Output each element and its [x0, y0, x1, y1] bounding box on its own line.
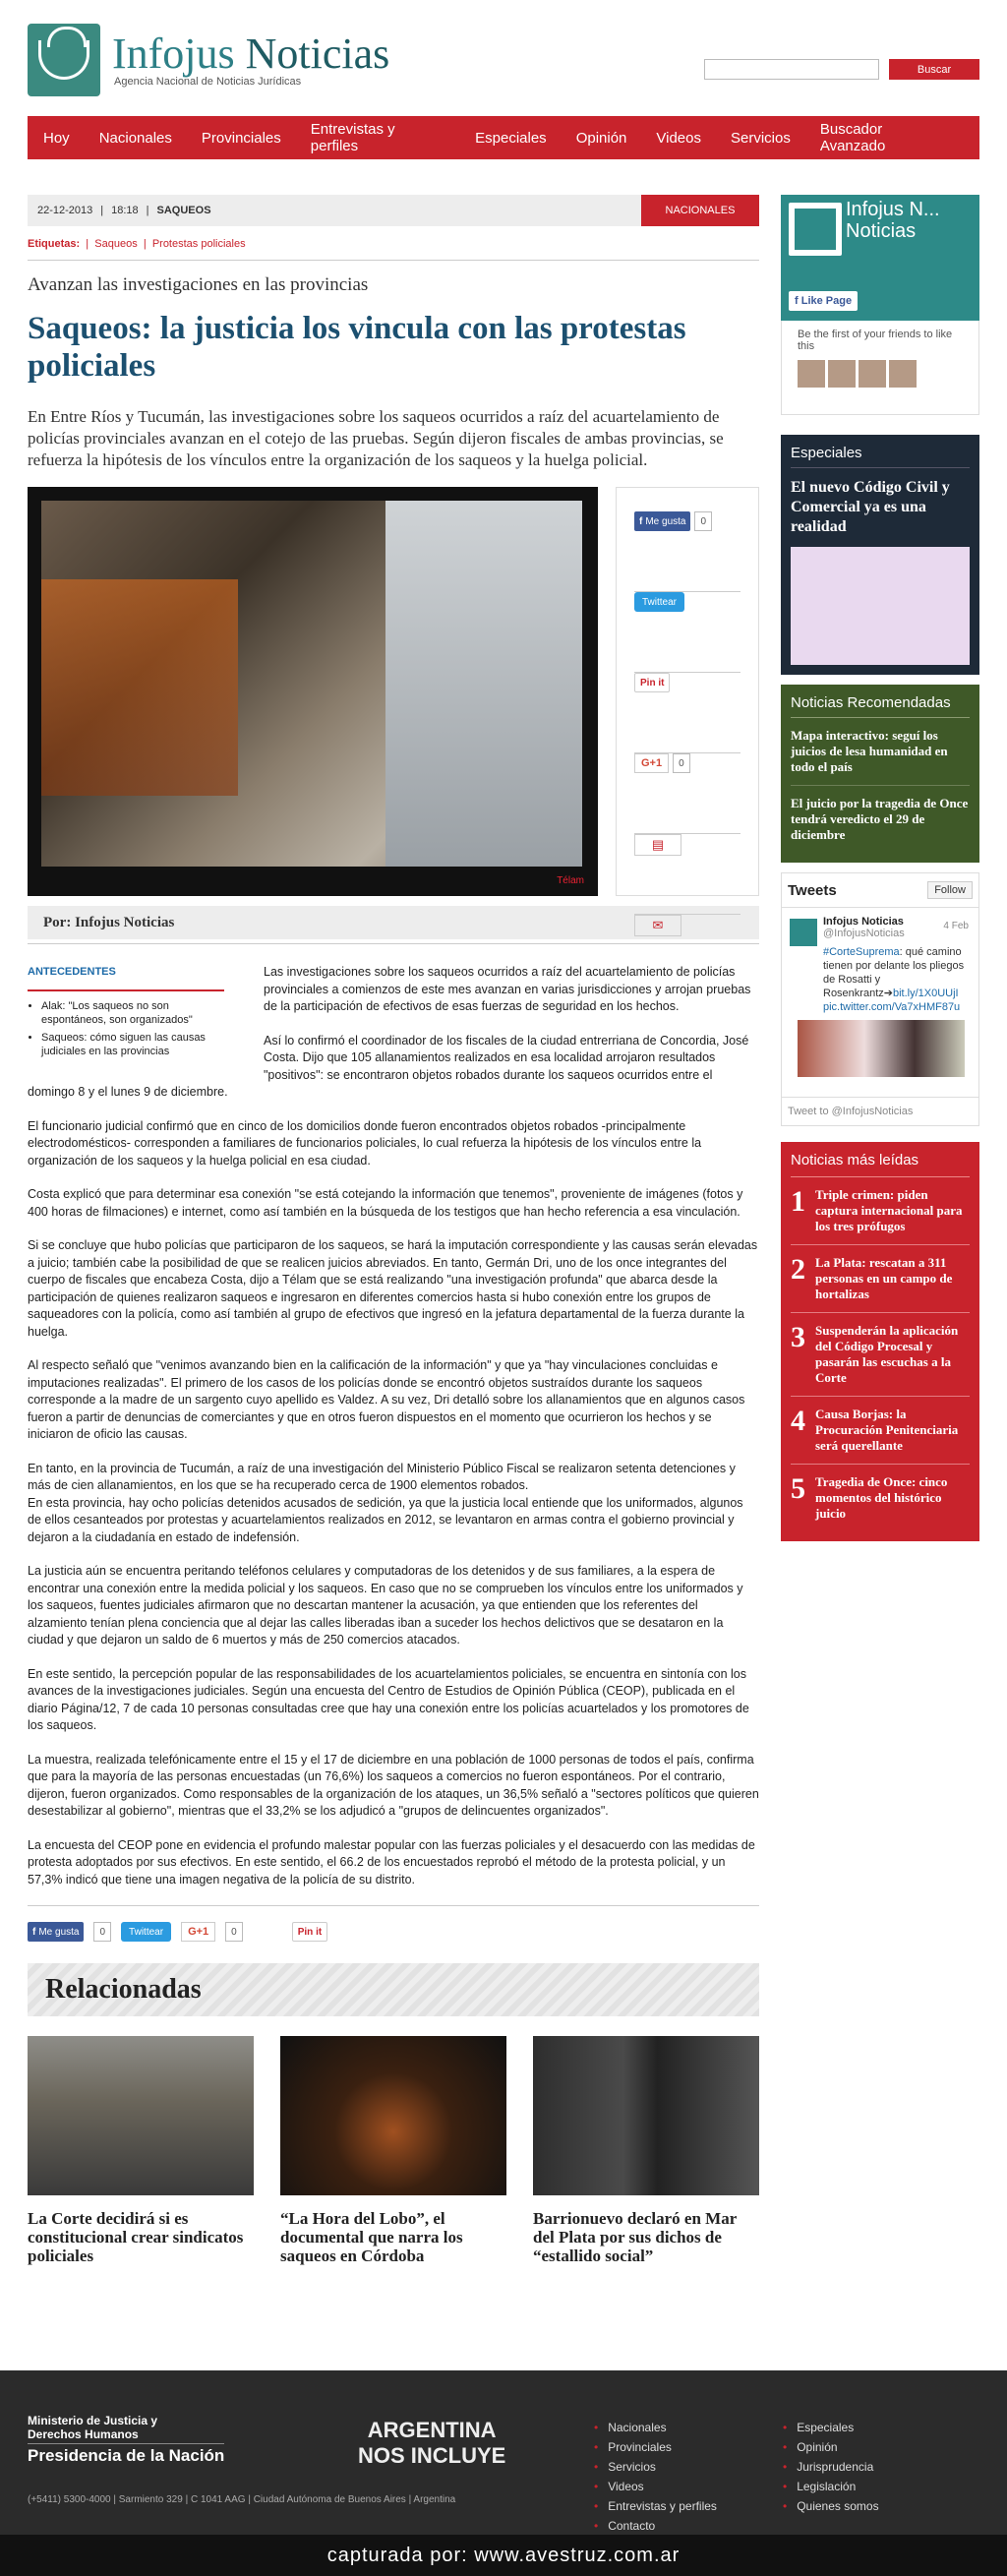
- nav-item[interactable]: Especiales: [475, 129, 547, 147]
- footer-link[interactable]: • Nacionales: [594, 2418, 717, 2437]
- article-paragraph: La justicia aún se encuentra peritando teléfonos celulares y computadoras de los detenidos y de sus familiares, a la espera de encontrar una conexión entre la medida policial y los saqueos. En caso que no se comprueben los vínculos entre los uniformados y los saqueos, fuentes judiciales afirmaron que no descartan mantener la acusación, ya que entienden que los referentes del alzamiento tenían plena conciencia que al dejar las calles liberadas iban a suceder los hechos delictivos que se desataron en la ciudad y que dejaron un saldo de 6 muertos y más de 250 comercios atacados.: [28, 1564, 743, 1647]
- friend-avatars: [798, 360, 963, 388]
- tweet-button[interactable]: Twittear: [121, 1922, 171, 1942]
- avatar[interactable]: [798, 360, 825, 388]
- site-footer: [0, 2370, 1007, 2576]
- article-lead: En Entre Ríos y Tucumán, las investigaciones sobre los saqueos ocurridos a raíz del acuartelamiento de policías provinciales avanzan en el cotejo de las pruebas. Según dijeron fiscales de ambas provincias, se refuerza la hipótesis de los vínculos entre la organización de los saqueos y la huelga policial.: [28, 407, 724, 469]
- photo-looted-store: [41, 501, 582, 867]
- category-badge[interactable]: NACIONALES: [641, 195, 759, 226]
- facebook-page-widget: [781, 195, 979, 321]
- byline: Por: Infojus Noticias: [28, 906, 759, 939]
- hashtag-link[interactable]: #CorteSuprema: [823, 946, 900, 958]
- nav-item[interactable]: Buscador Avanzado: [819, 121, 886, 154]
- most-read-title[interactable]: Tragedia de Once: cinco momentos del histórico juicio: [815, 1474, 948, 1521]
- photo-credit: Télam: [557, 875, 584, 886]
- antecedente-link[interactable]: • Alak: "Los saqueos no son espontáneos, son organizados": [41, 999, 224, 1027]
- gplus-count: 0: [673, 753, 690, 773]
- article-paragraph: Las investigaciones sobre los saqueos ocurridos a raíz del acuartelamiento de policías provinciales a comienzos de este mes avanzan en varias jurisdicciones y arrojan pruebas de la participación de efectivos de esas fuerzas de seguridad en los hechos.: [264, 965, 751, 1013]
- tweet-to[interactable]: Tweet to @InfojusNoticias: [782, 1097, 978, 1125]
- search-form: [704, 59, 979, 80]
- especiales-box: [781, 435, 979, 675]
- nav-item[interactable]: Servicios: [730, 129, 791, 147]
- facebook-count: 0: [694, 511, 712, 531]
- recommended-title: Noticias Recomendadas: [791, 694, 970, 718]
- tweet-author[interactable]: Infojus Noticias: [823, 916, 904, 928]
- gplus-count: 0: [225, 1922, 243, 1942]
- article-body: [28, 964, 759, 1888]
- main-nav: [28, 116, 979, 159]
- footer-links-a: [594, 2418, 717, 2536]
- footer-links-b: [783, 2418, 879, 2516]
- page-logo: [789, 203, 842, 256]
- tags-label: Etiquetas:: [28, 238, 81, 250]
- most-read-item[interactable]: [791, 1397, 970, 1465]
- logo-subtitle: Agencia Nacional de Noticias Jurídicas: [114, 76, 302, 88]
- avatar[interactable]: [859, 360, 886, 388]
- most-read-title[interactable]: Triple crimen: piden captura internacional para los tres prófugos: [815, 1187, 963, 1233]
- nav-item[interactable]: Opinión: [575, 129, 627, 147]
- most-read-title: Noticias más leídas: [791, 1152, 970, 1177]
- footer-link[interactable]: • Especiales: [783, 2418, 879, 2437]
- nav-item[interactable]: Hoy: [43, 129, 70, 147]
- twitter-widget: [781, 872, 979, 1126]
- antecedentes-box: [28, 964, 224, 1062]
- article-paragraph: Si se concluye que hubo policías que participaron de los saqueos, se hará la imputación correspondiente y las causas serán elevadas a juicio; también cabe la posibilidad de que se realicen juicios abreviados. En tanto, Germán Dri, uno de los once integrantes del cuerpo de fiscales que encabeza Costa, dijo a Télam que se está realizando "una investigación profunda" que abarca desde la participación de quienes realizaron saqueos e ingresaron en diferentes comercios hasta si hubo conexión entre los grupos de saqueadores con la policía, como así también al grupo de efectivos que ingresó en la jefatura departamental de la fuerza durante la huelga.: [28, 1238, 758, 1339]
- tweet-text: #CorteSuprema: qué camino tienen por delante los pliegos de Rosatti y Rosenkrantz➔bit.ly/1X0UUjI pic.twitter.com/Va7xHMF87u: [823, 946, 965, 1013]
- footer-link[interactable]: • Contacto: [594, 2516, 717, 2536]
- especiales-title: Especiales: [791, 445, 970, 468]
- recommended-link[interactable]: Mapa interactivo: seguí los juicios de lesa humanidad en todo el país: [791, 718, 970, 786]
- print-icon[interactable]: ▤: [634, 834, 681, 856]
- site-logo[interactable]: [28, 24, 389, 96]
- especiales-link[interactable]: El nuevo Código Civil y Comercial ya es una realidad: [791, 479, 950, 535]
- facebook-icon: f: [32, 1926, 36, 1938]
- article-section[interactable]: SAQUEOS: [156, 205, 211, 216]
- related-image[interactable]: [28, 2036, 254, 2195]
- article: [28, 195, 759, 2265]
- tweet-avatar[interactable]: [790, 919, 817, 946]
- article-paragraph: Así lo confirmó el coordinador de los fiscales de la ciudad entrerriana de Concordia, José Costa. Dijo que 105 allanamientos realizados en esa localidad arrojaron resultados "positivos": se encontraron objetos robados durante los saqueos ocurridos entre el domingo 8 y el lunes 9 de diciembre.: [28, 1033, 749, 1099]
- capture-credit: capturada por: www.avestruz.com.ar: [0, 2535, 1007, 2576]
- most-read-item[interactable]: [791, 1465, 970, 1531]
- antecedentes-title: ANTECEDENTES: [28, 964, 224, 991]
- footer-link[interactable]: • Legislación: [783, 2477, 879, 2496]
- avatar[interactable]: [889, 360, 917, 388]
- footer-link[interactable]: • Videos: [594, 2477, 717, 2496]
- rank-number: 3: [791, 1321, 805, 1353]
- footer-link[interactable]: • Jurisprudencia: [783, 2457, 879, 2477]
- site-header: [28, 0, 979, 116]
- antecedente-link[interactable]: • Saqueos: cómo siguen las causas judiciales en las provincias: [41, 1031, 224, 1058]
- related-image[interactable]: [280, 2036, 506, 2195]
- especiales-image[interactable]: [791, 547, 970, 665]
- tweets-title: Tweets: [788, 881, 837, 899]
- bottom-share-bar: [28, 1905, 759, 1942]
- related-image[interactable]: [533, 2036, 759, 2195]
- logo-title: Infojus Noticias: [112, 30, 390, 78]
- logo-book-icon: [28, 24, 100, 96]
- related-heading: Relacionadas: [28, 1963, 759, 2016]
- footer-link[interactable]: • Opinión: [783, 2437, 879, 2457]
- article-meta: 22-12-2013 | 18:18 | SAQUEOS NACIONALES: [28, 195, 759, 226]
- nav-item[interactable]: Provinciales: [201, 129, 281, 147]
- pinit-button[interactable]: Pin it: [634, 673, 670, 692]
- article-paragraph: Al respecto señaló que "venimos avanzando bien en la calificación de la información" y que ya "hay vinculaciones concluidas e imputaciones realizadas". El primero de los casos de los policías donde se encontró objetos sustraídos durante los saqueos corresponde a la madre de un sargento cuyo apellido es Valdez. A su vez, Dri detalló sobre los allanamientos que en algunos casos fueron a partir de denuncias de comerciantes y que en otros fueron dispuestos en el momento que ocurrieron los hechos y se iniciaron de oficio las causas.: [28, 1358, 745, 1441]
- pinit-button[interactable]: Pin it: [292, 1922, 327, 1942]
- twitter-follow-button[interactable]: Follow: [927, 881, 973, 899]
- tweet-date[interactable]: 4 Feb: [943, 921, 969, 931]
- related-title[interactable]: “La Hora del Lobo”, el documental que narra los saqueos en Córdoba: [280, 2209, 463, 2265]
- fb-like-page-button[interactable]: f Like Page: [789, 291, 858, 311]
- most-read-title[interactable]: Causa Borjas: la Procuración Penitenciaria será querellante: [815, 1407, 959, 1453]
- tweet-button[interactable]: Twittear: [634, 592, 684, 612]
- article-paragraph: El funcionario judicial confirmó que en cinco de los domicilios donde fueron encontrados objetos robados -principalmente electrodomésticos- corresponden a familiares de funcionarios policiales, lo cual refuerza la hipótesis de los vínculos entre la organización de los saqueos y la huelga policial en esa ciudad.: [28, 1118, 702, 1168]
- article-date: 22-12-2013: [37, 205, 93, 216]
- fb-page-name[interactable]: Infojus N... Noticias: [846, 199, 940, 242]
- tweet-handle[interactable]: @InfojusNoticias: [823, 928, 905, 939]
- facebook-like-button[interactable]: f Me gusta: [28, 1922, 84, 1942]
- mail-icon[interactable]: ✉: [634, 915, 681, 936]
- sidebar: [781, 195, 979, 2265]
- most-read-title[interactable]: Suspenderán la aplicación del Código Procesal y pasarán las escuchas a la Corte: [815, 1323, 959, 1385]
- nav-item[interactable]: Entrevistas y perfiles: [310, 121, 395, 154]
- related-list: [28, 2036, 759, 2265]
- footer-link[interactable]: • Entrevistas y perfiles: [594, 2496, 717, 2516]
- rank-number: 1: [791, 1185, 805, 1218]
- gplus-button[interactable]: G+1: [181, 1922, 215, 1942]
- tweet-image[interactable]: [798, 1020, 965, 1077]
- related-item[interactable]: [280, 2036, 506, 2265]
- related-title[interactable]: Barrionuevo declaró en Mar del Plata por sus dichos de “estallido social”: [533, 2209, 737, 2265]
- article-paragraph: La muestra, realizada telefónicamente entre el 15 y el 17 de diciembre en una población de 1000 personas de todos el país, confirma que para la mayoría de las personas encuestadas (un 76,6%) los saqueos a comercios no fueron espontáneos. Por el contrario, dijeron, fueron organizados. Como responsables de la organización de los ataques, un 36,5% señaló a "sectores políticos que quieren desestabilizar al gobierno", mientras que el 33,2% se los adjudicó a "grupos de delincuentes organizados".: [28, 1752, 759, 1818]
- article-photo: [28, 487, 598, 896]
- footer-link[interactable]: • Quienes somos: [783, 2496, 879, 2516]
- related-title[interactable]: La Corte decidirá si es constitucional crear sindicatos policiales: [28, 2209, 244, 2265]
- most-read-box: [781, 1142, 979, 1541]
- nav-item[interactable]: Videos: [656, 129, 701, 147]
- article-time: 18:18: [111, 205, 139, 216]
- search-button[interactable]: Buscar: [889, 59, 979, 80]
- facebook-like-button[interactable]: f Me gusta: [634, 511, 690, 531]
- tag-link[interactable]: Saqueos: [94, 238, 138, 250]
- nav-item[interactable]: Nacionales: [98, 129, 172, 147]
- tweet-link[interactable]: bit.ly/1X0UUjI pic.twitter.com/Va7xHMF87u: [823, 988, 961, 1013]
- rank-number: 2: [791, 1253, 805, 1286]
- gplus-button[interactable]: G+1: [634, 753, 669, 773]
- footer-address: (+5411) 5300-4000 | Sarmiento 329 | C 1041 AAG | Ciudad Autónoma de Buenos Aires | Argentina: [28, 2494, 456, 2505]
- search-input[interactable]: [704, 59, 879, 80]
- most-read-item[interactable]: [791, 1313, 970, 1397]
- related-item[interactable]: [28, 2036, 254, 2265]
- fb-friends: [781, 321, 979, 415]
- rank-number: 4: [791, 1405, 805, 1437]
- footer-link[interactable]: • Servicios: [594, 2457, 717, 2477]
- related-item[interactable]: [533, 2036, 759, 2265]
- article-paragraph: La encuesta del CEOP pone en evidencia el profundo malestar popular con las fuerzas policiales y el desacuerdo con las medidas de protesta adoptados por sus efectivos. En este sentido, el 66.2 de los encuestados reprobó el método de la protesta policial, y un 57,3% indicó que tiene una imagen negativa de la policía de su distrito.: [28, 1837, 755, 1887]
- argentina-nos-incluye-logo: ARGENTINA NOS INCLUYE: [358, 2418, 506, 2468]
- most-read-item[interactable]: [791, 1245, 970, 1313]
- recommended-link[interactable]: El juicio por la tragedia de Once tendrá veredicto el 29 de diciembre: [791, 796, 969, 842]
- recommended-box: [781, 685, 979, 863]
- facebook-count: 0: [93, 1922, 111, 1942]
- fb-friends-text: Be the first of your friends to like this: [798, 329, 953, 352]
- presidency-logo[interactable]: Presidencia de la Nación: [28, 2443, 224, 2466]
- share-panel: [616, 487, 759, 932]
- article-paragraph: En este sentido, la percepción popular de las responsabilidades de los acuartelamientos policiales, se encuentra en sintonía con los avances de la investigaciones judiciales. Según una encuesta del Centro de Estudios de Opinión Pública (CEOP), publicada en el diario Página/12, 7 de cada 10 personas consultadas cree que hay una conexión entre los policías acuartelados y los promotores de los saqueos.: [28, 1666, 749, 1732]
- tags: Etiquetas: | Saqueos | Protestas policiales: [28, 238, 759, 261]
- article-title: Saqueos: la justicia los vincula con las protestas policiales: [28, 311, 686, 384]
- most-read-item[interactable]: [791, 1177, 970, 1245]
- ministry-name: Ministerio de Justicia y Derechos Humanos: [28, 2414, 158, 2441]
- article-paragraph: En tanto, en la provincia de Tucumán, a raíz de una investigación del Ministerio Público Fiscal se realizaron setenta detenciones y más de cien allanamientos, en los que se ha recuperado cerca de 1900 elementos robados. En esta provincia, hay ocho policías detenidos acusados de sedición, ya que la justicia local entiende que los uniformados, algunos de ellos cesanteados por protestas y acuartelamientos realizados en 2012, se levantaron en armas contra el gobierno provincial y dejaron a la ciudadanía en estado de indefensión.: [28, 1461, 743, 1544]
- tag-link[interactable]: Protestas policiales: [151, 238, 246, 250]
- rank-number: 5: [791, 1472, 805, 1505]
- footer-link[interactable]: • Provinciales: [594, 2437, 717, 2457]
- article-paragraph: Costa explicó que para determinar esa conexión "se está cotejando la información que tenemos", proveniente de imágenes (fotos y 400 horas de filmaciones) e internet, como así también en la búsqueda de los testigos que han hecho referencia a esa vinculación.: [28, 1187, 743, 1219]
- facebook-icon: f: [795, 295, 801, 307]
- article-kicker: Avanzan las investigaciones en las provincias: [28, 274, 369, 295]
- facebook-icon: f: [639, 515, 643, 527]
- avatar[interactable]: [828, 360, 856, 388]
- most-read-title[interactable]: La Plata: rescatan a 311 personas en un campo de hortalizas: [815, 1255, 953, 1301]
